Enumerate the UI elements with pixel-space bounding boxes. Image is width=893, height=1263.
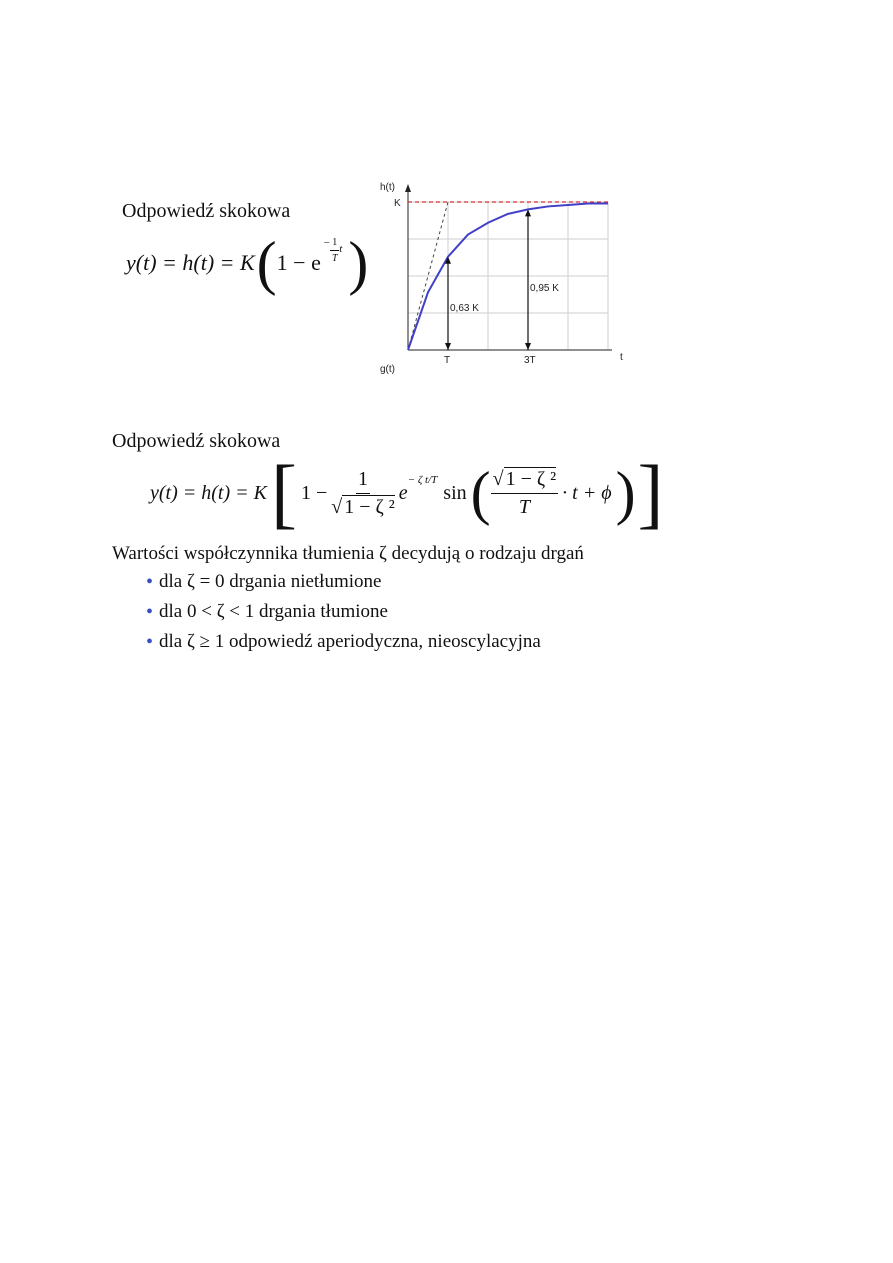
section2-heading: Odpowiedź skokowa	[112, 430, 281, 452]
formula2-exponent: − ζ t/T	[407, 474, 438, 486]
x-axis-label: t	[620, 352, 623, 363]
x-tick-label: 3T	[524, 355, 536, 366]
bullet-icon: •	[146, 570, 154, 593]
fraction1-numerator: 1	[356, 468, 370, 494]
list-item-text: dla ζ ≥ 1 odpowiedź aperiodyczna, nieoscylacyjna	[159, 631, 541, 652]
section1-formula: y(t) = h(t) = K ( 1 − e − $\frac{1}{T}$ t )	[126, 230, 369, 296]
fraction2-denominator: T	[518, 495, 530, 518]
y-tick-K: K	[394, 198, 401, 209]
y-axis-label: h(t)	[380, 182, 395, 193]
fraction2-radicand: 1 − ζ ²	[505, 467, 557, 490]
exponent-variable: t	[339, 242, 343, 255]
list-item	[146, 627, 541, 657]
exponent-numerator: 1	[330, 237, 339, 251]
damping-intro: Wartości współczynnika tłumienia ζ decydują o rodzaju drgań	[112, 543, 584, 564]
damping-list	[146, 567, 541, 657]
bottom-axis-label: g(t)	[380, 364, 395, 374]
fraction1-radicand: 1 − ζ ²	[344, 495, 395, 518]
bullet-icon: •	[146, 600, 154, 623]
exponent-sign: −	[322, 236, 331, 249]
formula2-lhs: y(t) = h(t) = K	[150, 481, 267, 504]
exponent-denominator: T	[331, 252, 338, 264]
formula2-e: e	[398, 481, 408, 504]
list-item	[146, 597, 541, 627]
x-tick-label: T	[444, 355, 451, 366]
exponent-fraction	[330, 237, 339, 264]
formula2-fraction2	[491, 468, 559, 519]
bullet-icon: •	[146, 630, 154, 653]
list-item-text: dla ζ = 0 drgania nietłumione	[159, 571, 382, 592]
arrow-head	[445, 343, 451, 350]
list-item	[146, 567, 541, 597]
section2-formula: y(t) = h(t) = K [ 1 − $\frac{1}{\text{√ 1 − ζ ²}}$ e − ζ t/T sin ( $\frac{\text{√ 1 − ζ ²}}{T}$ · t + ϕ ) ]	[150, 449, 664, 536]
step-response-chart	[372, 178, 634, 374]
formula1-lhs: y(t) = h(t) = K	[126, 250, 255, 275]
formula1-one-minus: 1 − e	[276, 250, 321, 275]
series-line	[408, 203, 608, 350]
list-item-text: dla 0 < ζ < 1 drgania tłumione	[159, 601, 388, 622]
annotation-label: 0,63 K	[450, 302, 479, 314]
arrow-head	[525, 343, 531, 350]
formula2-one-minus: 1 −	[300, 481, 328, 504]
section1-heading: Odpowiedź skokowa	[122, 200, 291, 222]
fraction1-denominator: √ 1 − ζ ²	[331, 495, 395, 518]
y-axis-arrow	[405, 184, 411, 192]
formula2-sin: sin	[443, 481, 467, 504]
annotation-label: 0,95 K	[530, 282, 559, 294]
formula1-exponent	[323, 237, 343, 264]
fraction2-numerator: √ 1 − ζ ²	[491, 468, 559, 494]
formula2-tail: · t + ϕ	[562, 481, 612, 504]
formula2-fraction1	[331, 468, 395, 519]
chart-marks	[444, 209, 559, 366]
